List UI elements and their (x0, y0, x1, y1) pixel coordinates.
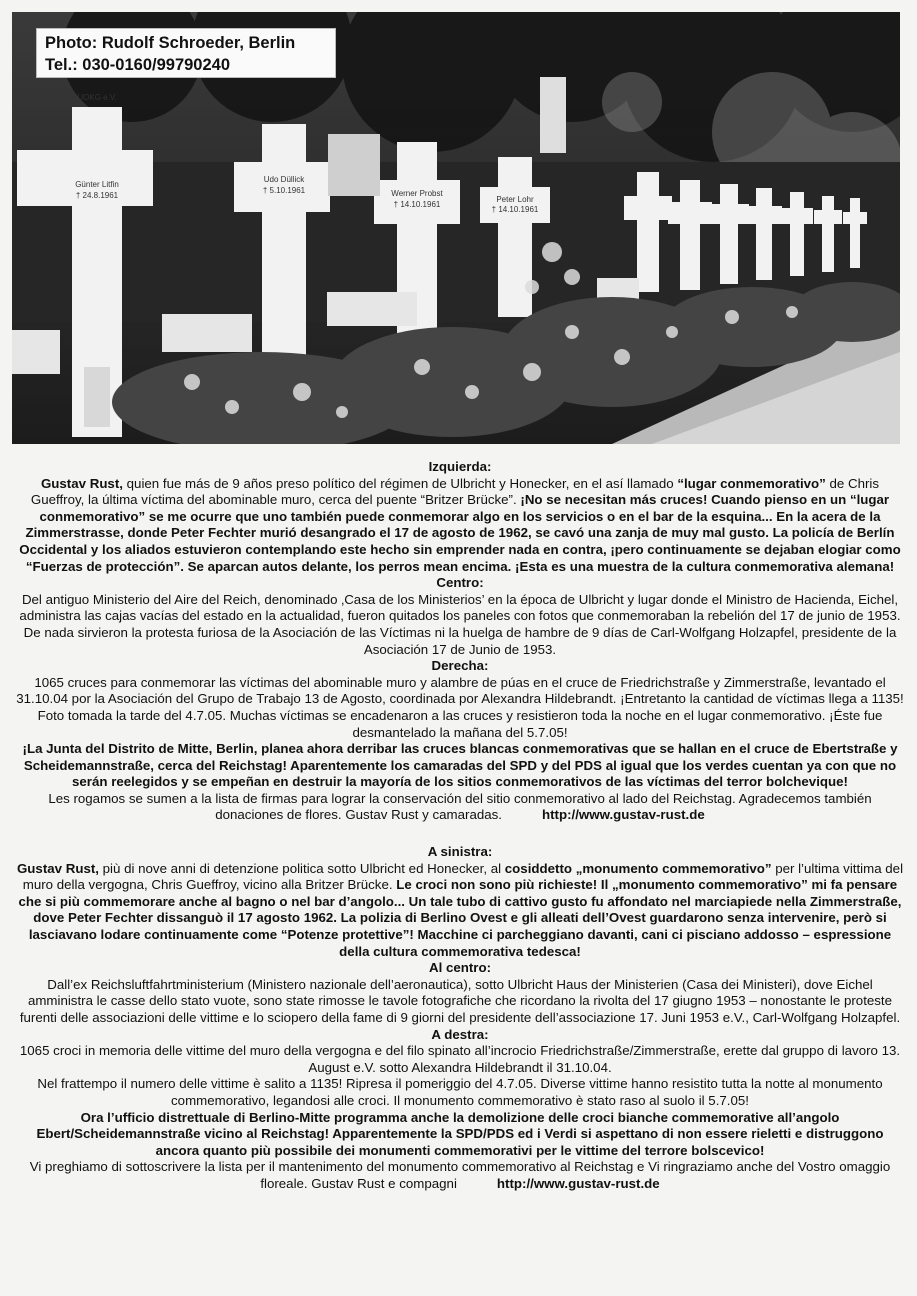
paragraph-a-destra-2: Nel frattempo il numero delle vittime è salito a 1135! Ripresa il pomeriggio del 4.7.05. Diverse vittime hanno resistito tutta la notte al monumento commemorativo, legandosi alle croci. Il monumento commemorativo è stato raso al suolo il 5.7.05! (37, 1076, 883, 1108)
photo-credit (36, 28, 336, 78)
heading-al-centro: Al centro: (428, 960, 492, 976)
paragraph-centro: Del antiguo Ministerio del Aire del Reich, denominado ‚Casa de los Ministerios’ en la época de Ulbricht y lugar donde el Ministro de Hacienda, Eichel, administra las cajas vacías del estado en la actualidad, fueron quitados los paneles con fotos que conmemoraban la rebelión del 17 de junio de 1953. De nada sirvieron la protesta furiosa de la Asociación de las Víctimas ni la huelga de hambre de 9 días de Carl-Wolfgang Holzapfel, presidente de la Asociación 17 de Junio de 1953. (19, 591, 901, 657)
cross-date-text: † 14.10.1961 (491, 205, 539, 214)
cross-name-text: Günter Litfin (75, 180, 119, 189)
website-link[interactable]: http://www.gustav-rust.de (542, 807, 705, 823)
cross-sign-text: UOKG e.V. (77, 93, 117, 102)
cross-name-text: Peter Lohr (496, 195, 534, 204)
paragraph-mitte-warning: ¡La Junta del Distrito de Mitte, Berlin, planea ahora derribar las cruces blancas conmemorativas que se hallan en el cruce de Ebertstraße y Scheidemannstraße, cerca del Reichstag! Aparentemente los camaradas del SPD y del PDS al igual que los verdes cuentan ya con que no serán reelegidos y se empeñan en destruir la mayoría de los sitios conmemorativos de las víctimas del terror bolchevique! (22, 741, 898, 790)
cross-date-text: † 14.10.1961 (393, 200, 441, 209)
paragraph-a-sinistra: Gustav Rust, più di nove anni di detenzione politica sotto Ulbricht ed Honecker, al cosiddetto „monumento commemorativo” per l’ultima vittima del muro della vergogna, Chris Gueffroy, vicino alla Britzer Brücke. Le croci non sono più richieste! Il „monumento commemorativo” mi fa pensare che si più commemorare anche al bagno o nel bar d’angolo... Un tale tubo di cattivo gusto fu affondato nel marciapiede nella Zimmerstraße, dove Peter Fechter dissanguò il 17 agosto 1962. La polizia di Berlino Ovest e gli alleati dell’Ovest guardarono senza intervenire, però si lasciavano lodare continuamente come “Potenze protettive”! Macchine ci parcheggiano davanti, cani ci pisciano addosso – espressione della cultura commemorativa tedesca! (16, 860, 904, 959)
heading-a-destra: A destra: (431, 1026, 489, 1042)
heading-centro: Centro: (436, 575, 484, 591)
heading-derecha: Derecha: (431, 658, 489, 674)
cross-name-text: Udo Düllick (263, 175, 305, 184)
heading-a-sinistra: A sinistra: (427, 844, 493, 860)
heading-izquierda: Izquierda: (428, 459, 492, 474)
cross-date-text: † 24.8.1961 (75, 191, 119, 200)
paragraph-petition: Les rogamos se sumen a la lista de firmas para lograr la conservación del sitio conmemorativo al lado del Reichstag. Agradecemos también donaciones de flores. Gustav Rust y camaradas. http://www.gustav-rust.de (48, 790, 872, 823)
paragraph-derecha: 1065 cruces para conmemorar las víctimas del abominable muro y alambre de púas en el cruce de Friedrichstraße y Zimmerstraße, levantado el 31.10.04 por la Asociación del Grupo de Trabajo 13 de Agosto, coordinada por Alexandra Hildebrandt. ¡Entretanto la cantidad de víctimas llega a 1135! Foto tomada la tarde del 4.7.05. Muchas víctimas se encadenaron a las cruces y resistieron toda la noche en el lugar conmemorativo. ¡Éste fue desmantelado la mañana del 5.7.05! (16, 674, 904, 740)
cross-name-text: Werner Probst (391, 189, 443, 198)
paragraph-mitte-warning-it: Ora l’ufficio distrettuale di Berlino-Mitte programma anche la demolizione delle croci bianche commemorative all’angolo Ebert/Scheidemannstraße vicino al Reichstag! Apparentemente la SPD/PDS ed i Verdi si aspettano di non essere rieletti e distruggono ancora quanto più possibile dei monumenti commemorativi per le vittime del terrore bolscevico! (36, 1109, 884, 1158)
paragraph-al-centro: Dall’ex Reichsluftfahrtministerium (Ministero nazionale dell’aeronautica), sotto Ulbricht Haus der Ministerien (Casa dei Ministeri), dove Eichel amministra le casse dello stato vuote, sono state rimosse le tavole fotografiche che ricordano la rivolta del 17 giugno 1953 – nonostante le proteste furenti delle associazioni delle vittime e lo sciopero della fame di 9 giorni del presidente dell’associazione 17. Juni 1953 e.V., Carl-Wolfgang Holzapfel. (19, 976, 901, 1025)
paragraph-petition-it: Vi preghiamo di sottoscrivere la lista per il mantenimento del monumento commemorativo al Reichstag e Vi ringraziamo anche del Vostro omaggio floreale. Gustav Rust e compagni http://www.gustav-rust.de (29, 1159, 891, 1191)
article-body (14, 459, 906, 1193)
photo-credit-phone: Tel.: 030-0160/99790240 (45, 56, 231, 74)
paragraph-a-destra: 1065 croci in memoria delle vittime del muro della vergogna e del filo spinato all’incrocio Friedrichstraße/Zimmerstraße, erette dal gruppo di lavoro 13. August e.V. sotto Alexandra Hildebrandt il 31.10.04. (19, 1043, 901, 1075)
photo-credit-name: Photo: Rudolf Schroeder, Berlin (45, 34, 296, 52)
website-link-it[interactable]: http://www.gustav-rust.de (496, 1175, 660, 1191)
paragraph-izquierda: Gustav Rust, quien fue más de 9 años preso político del régimen de Ulbricht y Honecker, en el así llamado “lugar conmemorativo” de Chris Gueffroy, la última víctima del abominable muro, cerca del puente “Britzer Brücke”. ¡No se necesitan más cruces! Cuando pienso en un “lugar conmemorativo” se me ocurre que uno también puede conmemorar algo en los servicios o en el bar de la esquina... En la acera de la Zimmerstrasse, donde Peter Fechter murió desangrado el 17 de agosto de 1962, se cavó una zanja de muy mal gusto. La policía de Berlín Occidental y los aliados estuvieron contemplando este hecho sin emprender nada en contra, ¡pero continuamente se dejaban elogiar como “Fuerzas de protección”. Se aparcan autos delante, los perros mean encima. ¡Esta es una muestra de la cultura conmemorativa alemana! (19, 475, 901, 574)
cross-date-text: † 5.10.1961 (262, 186, 306, 195)
